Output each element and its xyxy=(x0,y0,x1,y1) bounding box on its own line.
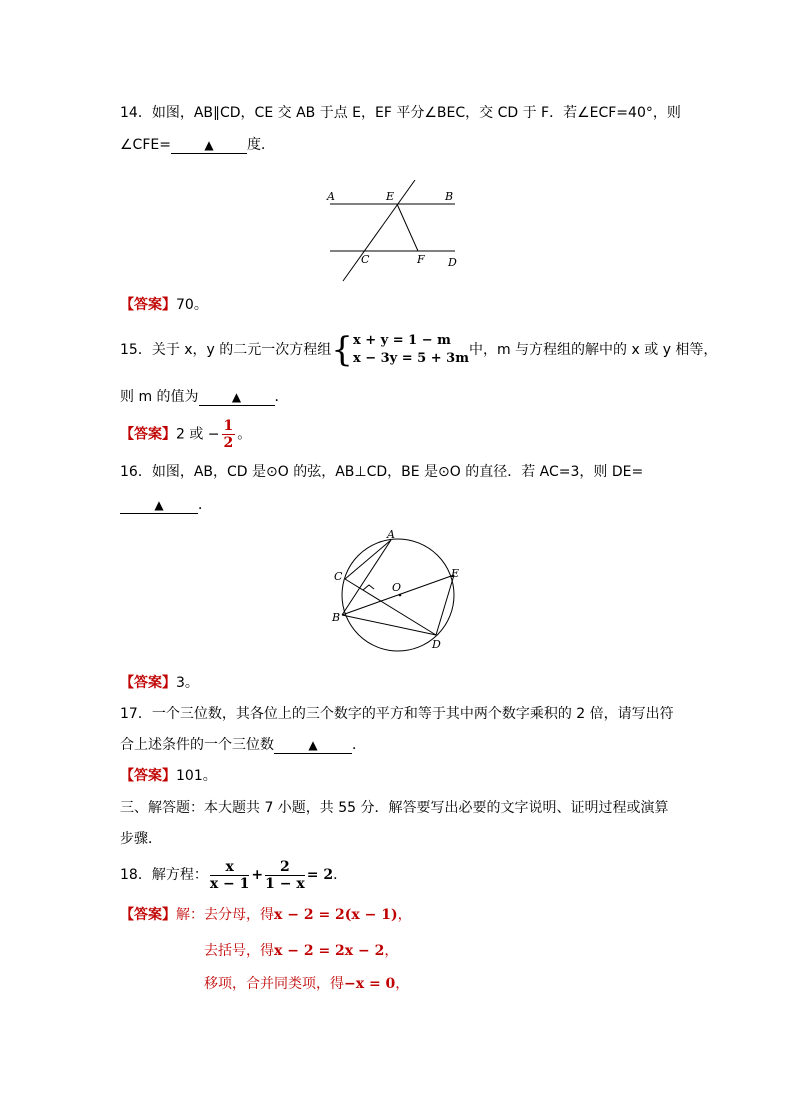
q15-equation-system xyxy=(353,332,469,368)
triangle-marker-icon: ▲ xyxy=(154,498,164,512)
q15-answer-blank xyxy=(199,389,275,406)
label-E: E xyxy=(386,190,395,203)
line-ef xyxy=(397,204,418,251)
label-B: B xyxy=(332,611,341,624)
fraction-denominator: x − 1 xyxy=(209,875,250,892)
q18-step2-math: x − 2 = 2x − 2 xyxy=(274,943,385,959)
fraction-numerator: x xyxy=(210,859,250,876)
q17-answer xyxy=(120,766,217,786)
q16-answer-blank xyxy=(120,497,198,514)
q18-step1-end: ， xyxy=(397,907,412,923)
q18-prefix: 18．解方程： xyxy=(120,867,208,883)
fraction-numerator: 2 xyxy=(265,859,305,876)
triangle-marker-icon: ▲ xyxy=(308,738,318,752)
q14-answer-blank xyxy=(171,137,247,154)
q18-line1 xyxy=(120,857,347,893)
q16-answer xyxy=(120,673,199,693)
label-D: D xyxy=(432,638,441,651)
q15-answer-fraction xyxy=(222,418,236,451)
triangle-marker-icon: ▲ xyxy=(204,138,214,152)
q15-eq2: x − 3y = 5 + 3m xyxy=(352,351,469,366)
q15-prompt: 则 m 的值为 xyxy=(120,389,199,405)
q17-period: ． xyxy=(352,737,366,753)
q14-answer xyxy=(120,295,208,315)
answer-label: 【答案】 xyxy=(120,675,176,691)
q15-answer-end: 。 xyxy=(237,426,252,443)
label-O: O xyxy=(392,581,402,594)
answer-label: 【答案】 xyxy=(120,297,176,313)
q17-answer-value: 101。 xyxy=(176,768,217,784)
q18-step1-text: 解：去分母，得 xyxy=(176,907,274,923)
q15-answer-prefix: 2 或 − xyxy=(176,426,220,443)
center-point xyxy=(399,594,402,597)
q17-prompt: 合上述条件的一个三位数 xyxy=(120,737,274,753)
q18-fraction-2 xyxy=(265,859,305,892)
q15-answer xyxy=(120,418,251,451)
q18-plus: + xyxy=(251,867,264,883)
q17-answer-blank xyxy=(274,737,352,754)
q18-rhs: = 2 xyxy=(306,867,334,883)
q18-step3-math: −x = 0 xyxy=(344,976,396,992)
q14-line1: 14．如图，AB∥CD，CE 交 AB 于点 E，EF 平分∠BEC，交 CD 于 F．若∠ECF=40°，则 xyxy=(120,105,681,121)
q14-angle-label: ∠CFE= xyxy=(120,137,171,153)
label-B: B xyxy=(445,190,454,203)
triangle-marker-icon: ▲ xyxy=(231,390,242,404)
section3-heading-line2: 步骤． xyxy=(120,831,162,847)
fraction-numerator: 1 xyxy=(223,418,234,434)
q15-suffix: 中，m 与方程组的解中的 x 或 y 相等， xyxy=(468,342,718,358)
brace-icon: { xyxy=(331,330,353,370)
label-C: C xyxy=(361,253,370,266)
right-angle-mark-icon xyxy=(363,585,374,590)
fraction-denominator: 2 xyxy=(223,435,234,451)
q18-step3-end: ， xyxy=(395,976,410,992)
q15-prefix: 15．关于 x，y 的二元一次方程组 xyxy=(120,342,332,358)
q15-period: ． xyxy=(274,389,289,405)
q14-parallel-lines-figure xyxy=(320,180,470,285)
q18-step2-end: ， xyxy=(384,943,399,959)
q16-line1: 16．如图，AB，CD 是⊙O 的弦，AB⊥CD，BE 是⊙O 的直径．若 AC=3，则 DE= xyxy=(120,464,644,480)
q18-answer-step2 xyxy=(204,941,398,961)
answer-label: 【答案】 xyxy=(120,907,176,923)
answer-label: 【答案】 xyxy=(120,426,176,443)
section3-heading-line1: 三、解答题：本大题共 7 小题，共 55 分．解答要写出必要的文字说明、证明过程或演算 xyxy=(120,800,669,816)
label-A: A xyxy=(327,190,335,203)
label-C: C xyxy=(334,570,343,583)
q14-unit: 度． xyxy=(246,137,275,153)
chord-ab xyxy=(342,540,391,615)
q17-line2 xyxy=(120,735,366,755)
q15-eq1: x + y = 1 − m xyxy=(352,333,451,348)
q18-answer-step1 xyxy=(120,905,412,925)
answer-label: 【答案】 xyxy=(120,768,176,784)
q14-line2 xyxy=(120,135,275,155)
segment-ac xyxy=(345,540,391,579)
q16-answer-value: 3。 xyxy=(176,675,199,691)
q15-line2 xyxy=(120,387,289,407)
label-A: A xyxy=(387,528,395,541)
label-D: D xyxy=(448,256,457,269)
q18-step1-math: x − 2 = 2(x − 1) xyxy=(274,907,398,923)
q16-circle-figure xyxy=(330,525,465,655)
fraction-denominator: 1 − x xyxy=(265,875,305,892)
chord-cd xyxy=(345,579,436,635)
q18-step3-text: 移项，合并同类项，得 xyxy=(204,976,344,992)
q16-period: ． xyxy=(198,497,212,513)
label-F: F xyxy=(417,253,425,266)
q17-line1: 17．一个三位数，其各位上的三个数字的平方和等于其中两个数字乘积的 2 倍，请写出符 xyxy=(120,706,674,722)
q15-line1 xyxy=(120,328,717,372)
q18-fraction-1 xyxy=(210,859,250,892)
q18-answer-step3 xyxy=(204,974,409,994)
line-ce xyxy=(343,180,415,281)
q18-end: ． xyxy=(333,867,348,883)
q14-answer-value: 70。 xyxy=(176,297,208,313)
label-E: E xyxy=(451,567,460,580)
q18-step2-text: 去括号，得 xyxy=(204,943,274,959)
q16-line2 xyxy=(120,495,212,515)
